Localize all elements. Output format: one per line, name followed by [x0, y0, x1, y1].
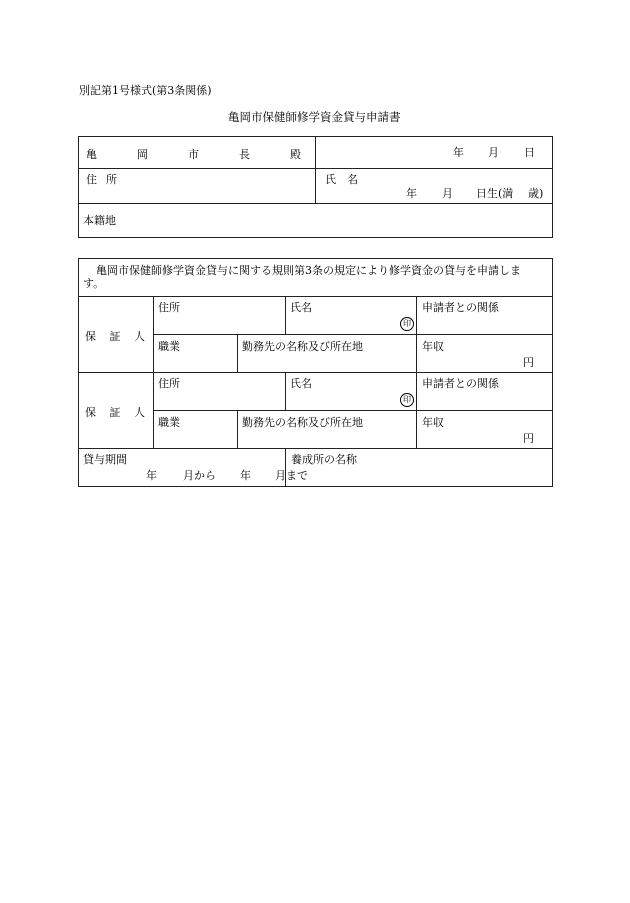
form-header: 別記第1号様式(第3条関係)	[79, 84, 212, 97]
statement-cell	[79, 259, 553, 297]
guarantor-1-name-field[interactable]: 氏名 印	[286, 297, 417, 335]
applicant-address-field[interactable]	[79, 169, 316, 204]
name-label-1: 氏	[325, 173, 336, 186]
statement-line-1: 亀岡市保健師修学資金貸与に関する規則第3条の規定により修学資金の貸与を申請しま	[96, 264, 521, 277]
guarantor-2-occupation-field[interactable]: 職業	[154, 411, 238, 449]
guarantor-1-label: 保 証 人	[79, 297, 154, 373]
guarantor-1-occupation-field[interactable]: 職業	[154, 335, 238, 373]
address-label-1: 住	[86, 173, 97, 186]
seal-icon: 印	[400, 393, 414, 407]
date-month: 月	[488, 146, 499, 159]
guarantor-2-label: 保 証 人	[79, 373, 154, 449]
guarantor-table	[78, 258, 553, 487]
birth-month: 月	[442, 187, 453, 200]
domicile-field[interactable]	[79, 204, 553, 238]
date-field[interactable]	[316, 137, 553, 169]
date-day: 日	[524, 146, 535, 159]
loan-period-label: 貸与期間	[83, 453, 127, 466]
birth-age: 歳)	[528, 187, 544, 200]
guarantor-1-relation-field[interactable]: 申請者との関係	[417, 297, 553, 335]
statement-line-2: す。	[83, 277, 105, 290]
birth-year: 年	[406, 187, 417, 200]
guarantor-1-workplace-field[interactable]: 勤務先の名称及び所在地	[238, 335, 417, 373]
guarantor-2-address-field[interactable]: 住所	[154, 373, 286, 411]
guarantor-1-address-field[interactable]: 住所	[154, 297, 286, 335]
addressee: 亀 岡 市 長 殿	[86, 148, 301, 161]
applicant-name-field[interactable]	[316, 169, 553, 204]
date-year: 年	[453, 146, 464, 159]
school-name-label: 養成所の名称	[291, 453, 357, 466]
seal-icon: 印	[400, 317, 414, 331]
domicile-label: 本籍地	[83, 214, 116, 227]
name-label-2: 名	[347, 173, 358, 186]
school-name-field[interactable]	[286, 449, 553, 487]
guarantor-2-relation-field[interactable]: 申請者との関係	[417, 373, 553, 411]
addressee-cell	[79, 137, 316, 169]
guarantor-2-name-field[interactable]: 氏名 印	[286, 373, 417, 411]
guarantor-2-income-field[interactable]: 年収 円	[417, 411, 553, 449]
guarantor-2-workplace-field[interactable]: 勤務先の名称及び所在地	[238, 411, 417, 449]
form-title: 亀岡市保健師修学資金貸与申請書	[228, 110, 401, 124]
birth-day: 日生(満	[476, 187, 514, 200]
guarantor-1-income-field[interactable]: 年収 円	[417, 335, 553, 373]
address-label-2: 所	[106, 173, 117, 186]
loan-period-field[interactable]: 貸与期間 年 月から 年 月まで	[79, 449, 286, 487]
applicant-table	[78, 136, 553, 238]
